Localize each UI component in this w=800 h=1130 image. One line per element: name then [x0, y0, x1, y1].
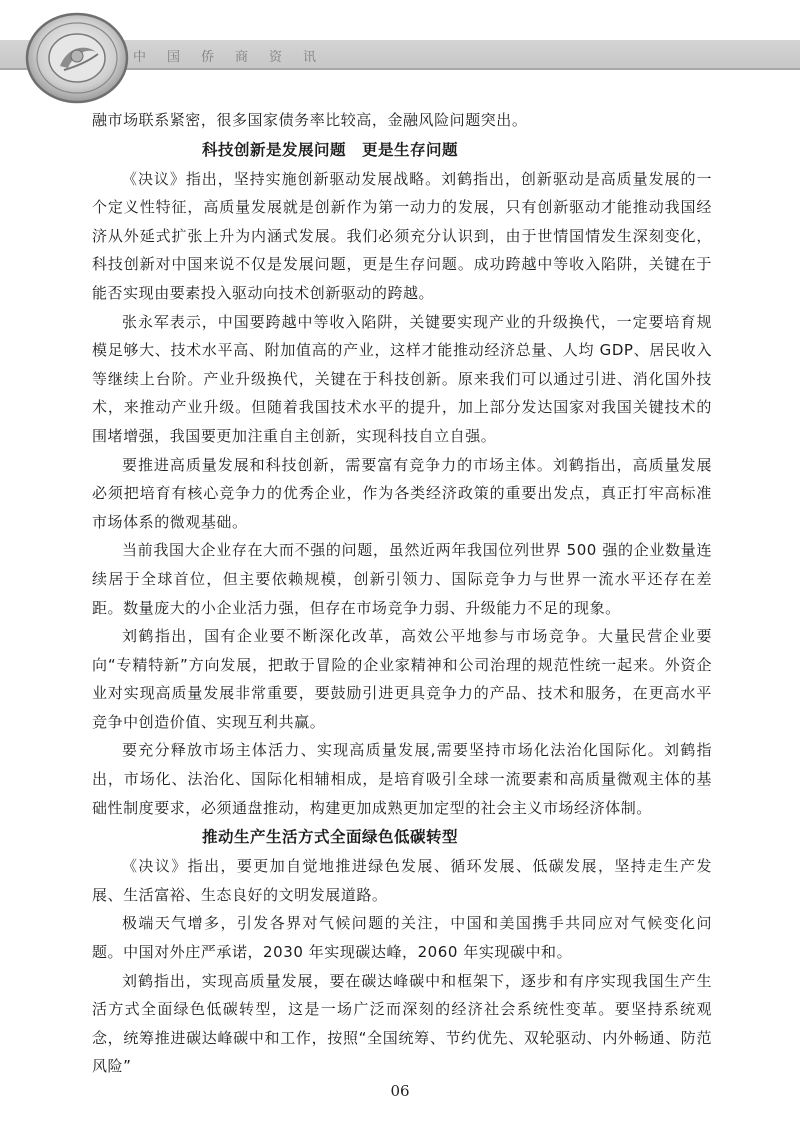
paragraph: 当前我国大企业存在大而不强的问题，虽然近两年我国位列世界 500 强的企业数量连续居于全球首位，但主要依赖规模，创新引领力、国际竞争力与世界一流水平还存在差距。数量庞大的小企业活力强，但存在市场竞争力弱、升级能力不足的现象。	[92, 541, 712, 617]
paragraph: 《决议》指出，要更加自觉地推进绿色发展、循环发展、低碳发展，坚持走生产发展、生活富裕、生态良好的文明发展道路。	[92, 857, 712, 904]
paragraph: 《决议》指出，坚持实施创新驱动发展战略。刘鹤指出，创新驱动是高质量发展的一个定义性特征，高质量发展就是创新作为第一动力的发展，只有创新驱动才能推动我国经济从外延式扩张上升为内涵式发展。我们必须充分认识到，由于世情国情发生深刻变化，科技创新对中国来说不仅是发展问题，更是生存问题。成功跨越中等收入陷阱，关键在于能否实现由要素投入驱动向技术创新驱动的跨越。	[92, 169, 712, 302]
chamber-logo-icon	[20, 8, 134, 106]
section-heading: 科技创新是发展问题 更是生存问题	[202, 140, 459, 159]
paragraph: 要推进高质量发展和科技创新，需要富有竞争力的市场主体。刘鹤指出，高质量发展必须把培育有核心竞争力的优秀企业，作为各类经济政策的重要出发点，真正打牢高标准市场体系的微观基础。	[92, 455, 712, 531]
paragraph: 极端天气增多，引发各界对气候问题的关注，中国和美国携手共同应对气候变化问题。中国对外庄严承诺，2030 年实现碳达峰，2060 年实现碳中和。	[92, 914, 712, 962]
article-body	[92, 106, 712, 1081]
paragraph: 要充分释放市场主体活力、实现高质量发展,需要坚持市场化法治化国际化。刘鹤指出，市场化、法治化、国际化相辅相成，是培育吸引全球一流要素和高质量微观主体的基础性制度要求，必须通盘推动，构建更加成熟更加定型的社会主义市场经济体制。	[92, 741, 712, 817]
section-heading: 推动生产生活方式全面绿色低碳转型	[202, 828, 459, 847]
header-title: 中国侨商资讯	[133, 50, 338, 65]
page-number: 06	[390, 1082, 410, 1100]
paragraph: 刘鹤指出，国有企业要不断深化改革，高效公平地参与市场竞争。大量民营企业要向“专精特新”方向发展，把敢于冒险的企业家精神和公司治理的规范性统一起来。外资企业对实现高质量发展非常重要，要鼓励引进更具竞争力的产品、技术和服务，在更高水平竞争中创造价值、实现互利共赢。	[92, 627, 712, 731]
paragraph: 刘鹤指出，实现高质量发展，要在碳达峰碳中和框架下，逐步和有序实现我国生产生活方式全面绿色低碳转型，这是一场广泛而深刻的经济社会系统性变革。要坚持系统观念，统筹推进碳达峰碳中和工作，按照“全国统筹、节约优先、双轮驱动、内外畅通、防范风险”	[92, 971, 712, 1076]
paragraph: 张永军表示，中国要跨越中等收入陷阱，关键要实现产业的升级换代，一定要培育规模足够大、技术水平高、附加值高的产业，这样才能推动经济总量、人均 GDP、居民收入等继续上台阶。产业升级换代，关键在于科技创新。原来我们可以通过引进、消化国外技术，来推动产业升级。但随着我国技术水平的提升，加上部分发达国家对我国关键技术的围堵增强，我国要更加注重自主创新，实现科技自立自强。	[92, 312, 712, 445]
paragraph: 融市场联系紧密，很多国家债务率比较高，金融风险问题突出。	[92, 111, 528, 129]
